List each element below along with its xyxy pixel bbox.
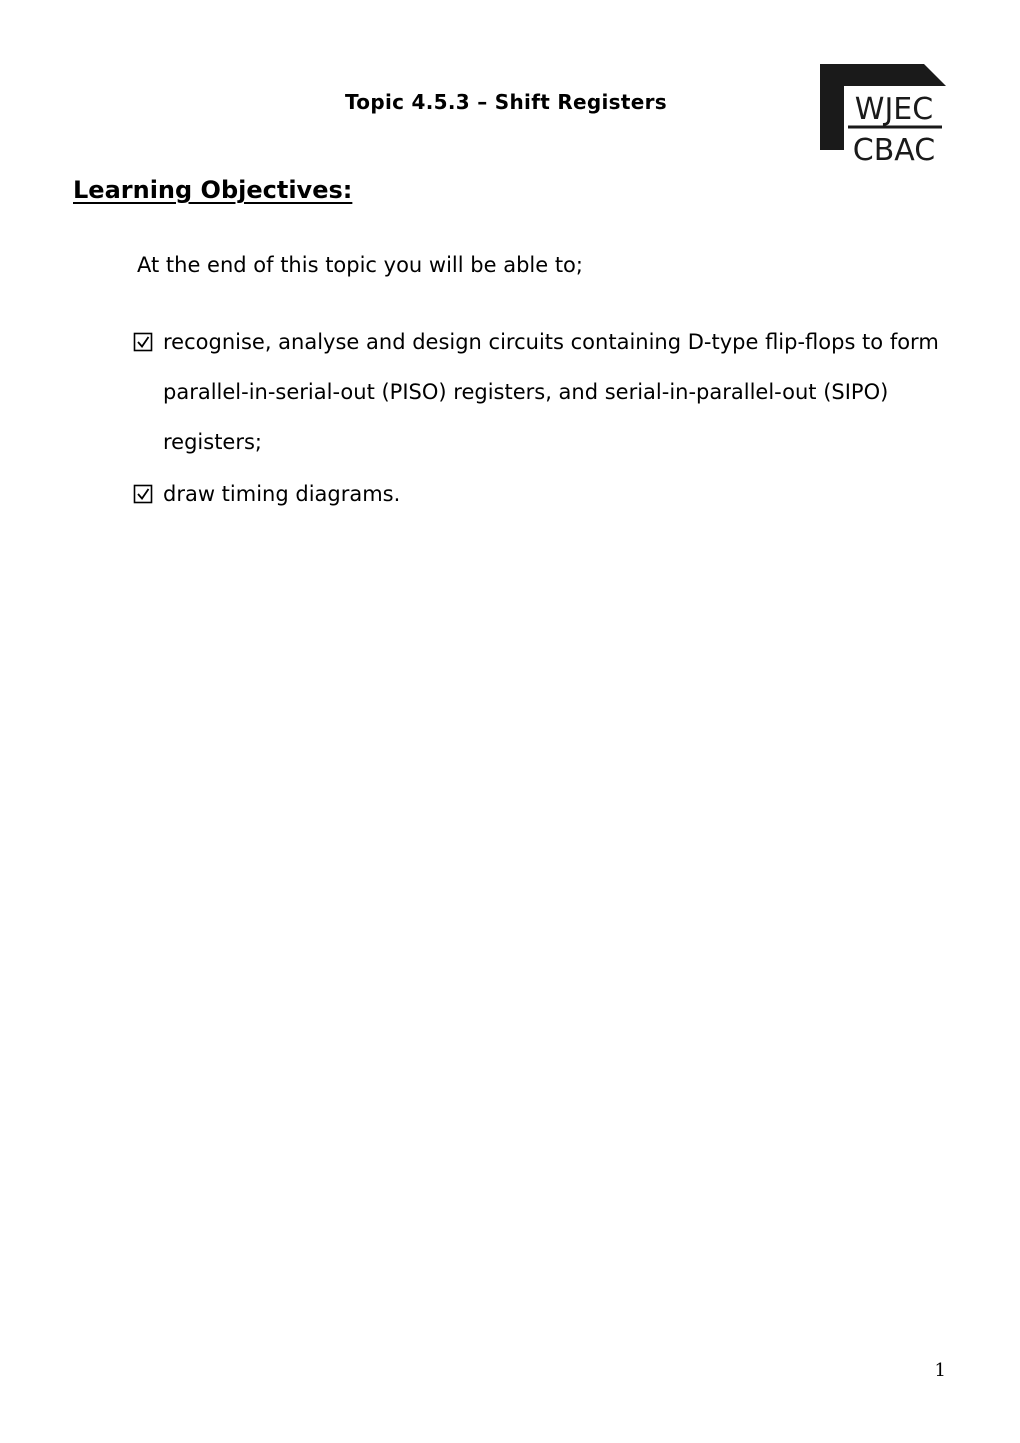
logo-line1: WJEC [854, 92, 934, 127]
wjec-cbac-logo [820, 64, 946, 168]
logo-line2: CBAC [852, 133, 936, 168]
intro-text: At the end of this topic you will be able to; [137, 253, 583, 277]
objective-item [133, 469, 953, 519]
objective-text: recognise, analyse and design circuits containing D-type flip-flops to form parallel-in-serial-out (PISO) registers, and serial-in-parallel-out (SIPO) registers; [163, 330, 939, 454]
page-number: 1 [934, 1360, 946, 1381]
checkbox-checked-icon [133, 484, 153, 504]
checkbox-checked-icon [133, 332, 153, 352]
page-title: Topic 4.5.3 – Shift Registers [345, 90, 667, 114]
objective-text: draw timing diagrams. [163, 482, 401, 506]
objective-item [133, 317, 953, 467]
objectives-list [133, 317, 953, 521]
section-heading: Learning Objectives: [73, 176, 353, 204]
